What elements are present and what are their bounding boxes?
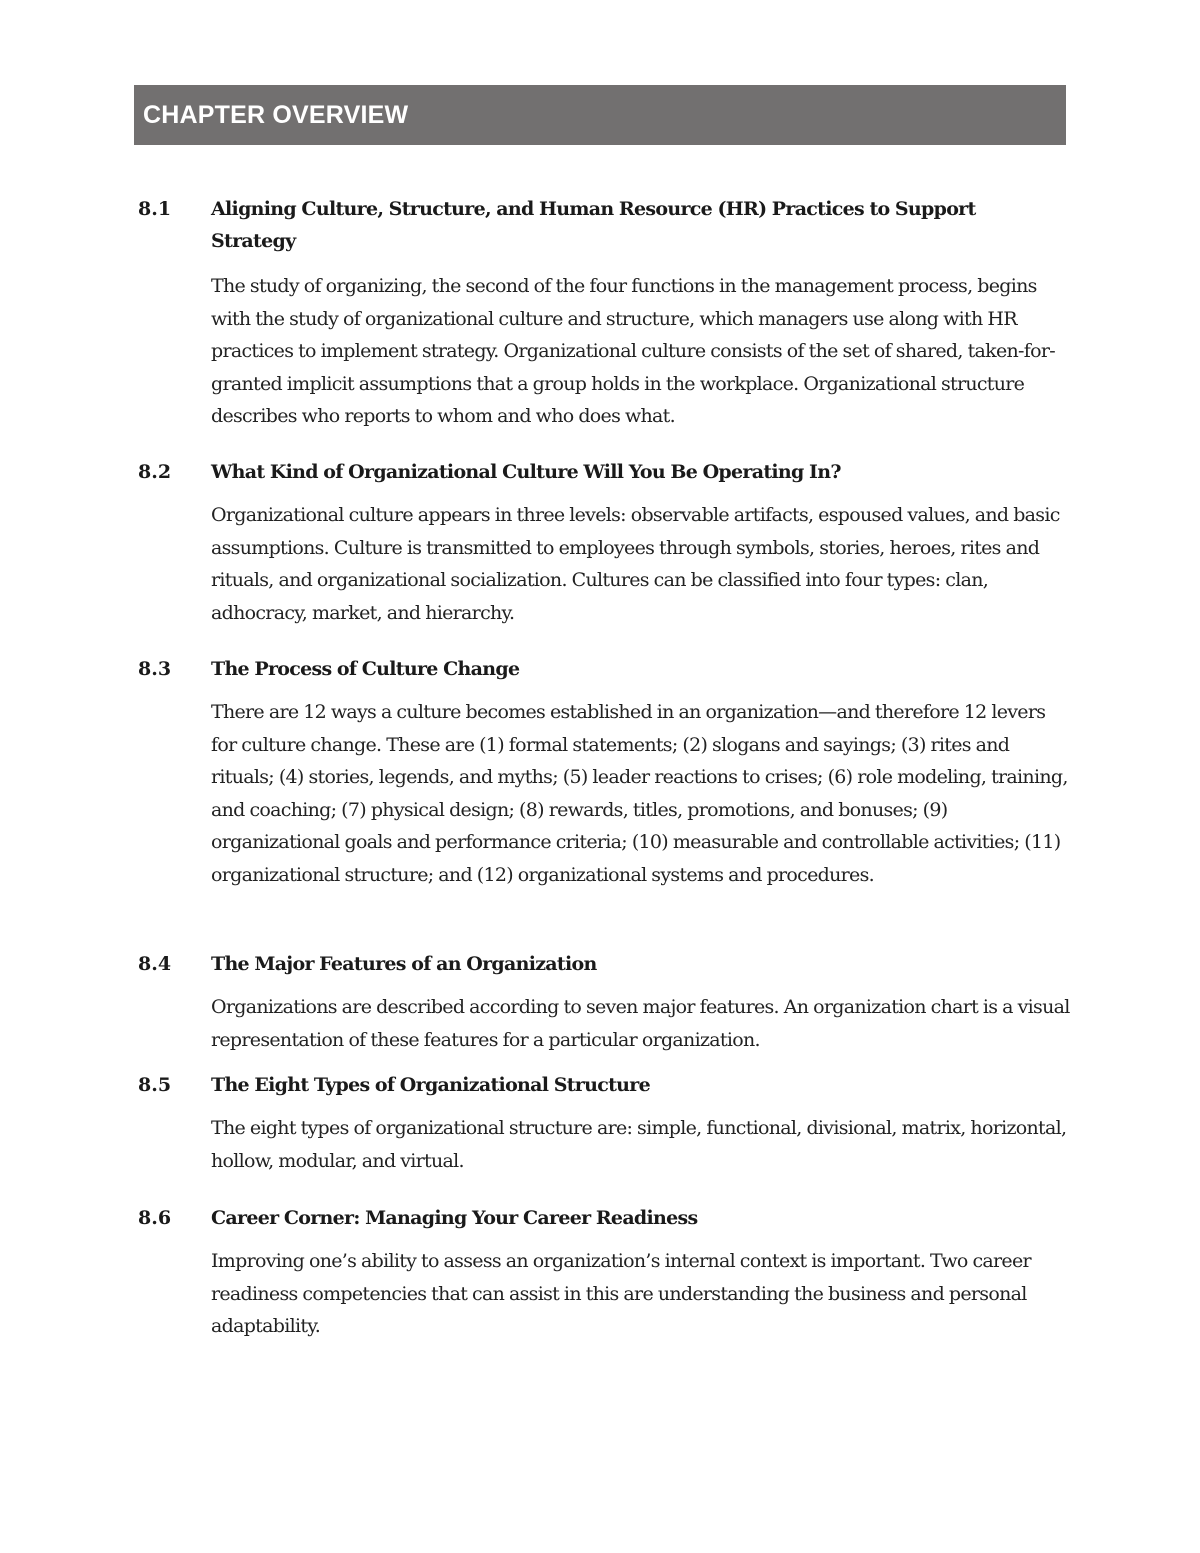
section-8-3 — [0, 653, 1200, 928]
section-8-5 — [0, 1069, 1200, 1179]
section-body: Organizations are described according to seven major features. An organization chart is a visual representation of these features for a particular organization. — [211, 996, 1070, 1051]
section-number: 8.4 — [138, 953, 172, 975]
section-number: 8.2 — [138, 461, 172, 483]
section-heading: The Major Features of an Organization — [211, 953, 597, 975]
section-heading: The Process of Culture Change — [211, 658, 520, 680]
section-heading: The Eight Types of Organizational Structure — [211, 1074, 650, 1096]
section-8-2 — [0, 456, 1200, 631]
section-number: 8.6 — [138, 1207, 172, 1229]
section-number: 8.1 — [138, 198, 172, 220]
section-body: The study of organizing, the second of the four functions in the management process, begins with the study of organizational culture and structure, which managers use along with HR practices to implement strategy. Organizational culture consists of the set of shared, taken-for-granted implicit assumptions that a group holds in the workplace. Organizational structure describes who reports to whom and who does what. — [211, 275, 1055, 427]
section-body: The eight types of organizational structure are: simple, functional, divisional, matrix, horizontal, hollow, modular, and virtual. — [211, 1117, 1067, 1172]
section-heading: Aligning Culture, Structure, and Human Resource (HR) Practices to Support Strategy — [211, 198, 976, 252]
section-8-6 — [0, 1202, 1200, 1347]
section-body: Improving one’s ability to assess an organization’s internal context is important. Two career readiness competencies that can assist in this are understanding the business and personal adaptability. — [211, 1250, 1031, 1337]
section-number: 8.5 — [138, 1074, 172, 1096]
section-body: There are 12 ways a culture becomes established in an organization—and therefore 12 levers for culture change. These are (1) formal statements; (2) slogans and sayings; (3) rites and rituals; (4) stories, legends, and myths; (5) leader reactions to crises; (6) role modeling, training, and coaching; (7) physical design; (8) rewards, titles, promotions, and bonuses; (9) organizational goals and performance criteria; (10) measurable and controllable activities; (11) organizational structure; and (12) organizational systems and procedures. — [211, 701, 1068, 886]
section-body: Organizational culture appears in three levels: observable artifacts, espoused values, and basic assumptions. Culture is transmitted to employees through symbols, stories, heroes, rites and rituals, and organizational socialization. Cultures can be classified into four types: clan, adhocracy, market, and hierarchy. — [211, 504, 1060, 624]
chapter-overview-title: CHAPTER OVERVIEW — [143, 101, 409, 129]
section-8-4 — [0, 948, 1200, 1058]
section-heading: Career Corner: Managing Your Career Readiness — [211, 1207, 698, 1229]
chapter-overview-banner — [134, 85, 1066, 145]
section-heading: What Kind of Organizational Culture Will You Be Operating In? — [211, 461, 841, 483]
section-8-1 — [0, 193, 1200, 433]
section-number: 8.3 — [138, 658, 172, 680]
